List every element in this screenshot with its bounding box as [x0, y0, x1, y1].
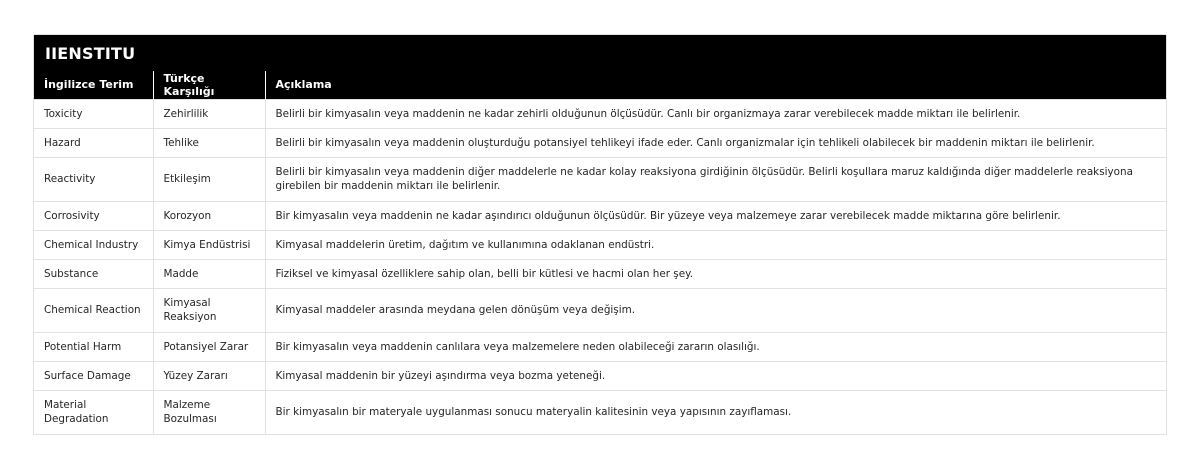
- table-row: [34, 99, 1166, 128]
- term-description: Kimyasal maddeler arasında meydana gelen dönüşüm veya değişim.: [265, 288, 1166, 332]
- term-turkish: Zehirlilik: [153, 99, 265, 128]
- table-row: [34, 230, 1166, 259]
- term-turkish: Yüzey Zararı: [153, 361, 265, 390]
- term-description: Belirli bir kimyasalın veya maddenin diğer maddelerle ne kadar kolay reaksiyona girdiğinin ölçüsüdür. Belirli koşullara maruz kaldığında diğer maddelerle reaksiyona girebilen bir maddenin miktarı ile belirlenir.: [265, 157, 1166, 201]
- table-row: [34, 288, 1166, 332]
- term-english: Surface Damage: [34, 361, 153, 390]
- term-turkish: Kimya Endüstrisi: [153, 230, 265, 259]
- terms-table: [34, 71, 1166, 434]
- term-description: Bir kimyasalın veya maddenin canlılara veya malzemelere neden olabileceği zararın olasılığı.: [265, 332, 1166, 361]
- column-header-english-term: İngilizce Terim: [34, 71, 153, 99]
- term-turkish: Kimyasal Reaksiyon: [153, 288, 265, 332]
- term-english: Potential Harm: [34, 332, 153, 361]
- table-row: [34, 201, 1166, 230]
- term-description: Bir kimyasalın bir materyale uygulanması sonucu materyalin kalitesinin veya yapısının zayıflaması.: [265, 390, 1166, 434]
- term-turkish: Potansiyel Zarar: [153, 332, 265, 361]
- term-turkish: Korozyon: [153, 201, 265, 230]
- term-description: Belirli bir kimyasalın veya maddenin oluşturduğu potansiyel tehlikeyi ifade eder. Canlı organizmalar için tehlikeli olabilecek bir maddenin miktarı ile belirlenir.: [265, 128, 1166, 157]
- term-turkish: Madde: [153, 259, 265, 288]
- term-english: Toxicity: [34, 99, 153, 128]
- term-english: Reactivity: [34, 157, 153, 201]
- term-english: Chemical Industry: [34, 230, 153, 259]
- term-description: Kimyasal maddenin bir yüzeyi aşındırma veya bozma yeteneği.: [265, 361, 1166, 390]
- term-description: Fiziksel ve kimyasal özelliklere sahip olan, belli bir kütlesi ve hacmi olan her şey.: [265, 259, 1166, 288]
- terms-table-card: [33, 34, 1167, 435]
- table-header-row: [34, 71, 1166, 99]
- term-english: Material Degradation: [34, 390, 153, 434]
- term-turkish: Etkileşim: [153, 157, 265, 201]
- table-row: [34, 259, 1166, 288]
- column-header-description: Açıklama: [265, 71, 1166, 99]
- term-turkish: Malzeme Bozulması: [153, 390, 265, 434]
- term-english: Hazard: [34, 128, 153, 157]
- table-row: [34, 361, 1166, 390]
- table-row: [34, 128, 1166, 157]
- term-english: Chemical Reaction: [34, 288, 153, 332]
- table-row: [34, 390, 1166, 434]
- term-turkish: Tehlike: [153, 128, 265, 157]
- term-description: Belirli bir kimyasalın veya maddenin ne kadar zehirli olduğunun ölçüsüdür. Canlı bir organizmaya zarar verebilecek madde miktarı ile belirlenir.: [265, 99, 1166, 128]
- term-description: Kimyasal maddelerin üretim, dağıtım ve kullanımına odaklanan endüstri.: [265, 230, 1166, 259]
- term-english: Corrosivity: [34, 201, 153, 230]
- term-description: Bir kimyasalın veya maddenin ne kadar aşındırıcı olduğunun ölçüsüdür. Bir yüzeye veya malzemeye zarar verebilecek madde miktarına göre belirlenir.: [265, 201, 1166, 230]
- term-english: Substance: [34, 259, 153, 288]
- table-row: [34, 157, 1166, 201]
- brand-header: [34, 35, 1166, 71]
- brand-title: IIENSTITU: [45, 43, 136, 63]
- table-row: [34, 332, 1166, 361]
- column-header-turkish-equivalent: Türkçe Karşılığı: [153, 71, 265, 99]
